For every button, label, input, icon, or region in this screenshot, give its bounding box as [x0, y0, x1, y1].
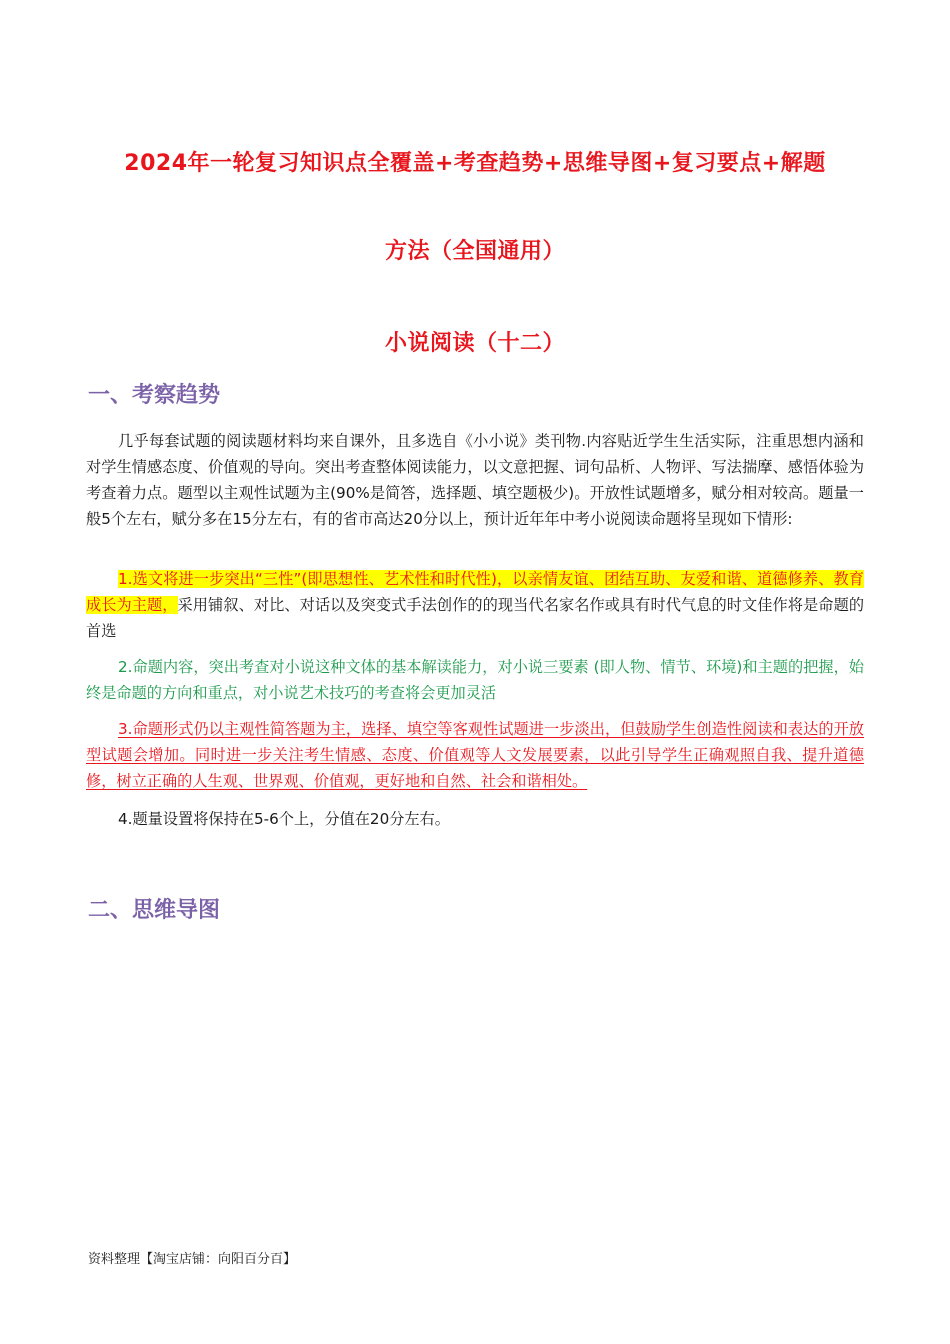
- section-heading-mindmap: 二、思维导图: [88, 898, 221, 923]
- trend-point-4: 4.题量设置将保持在5-6个上，分值在20分左右。: [118, 810, 450, 828]
- section-heading-trends: 一、考察趋势: [88, 383, 221, 408]
- document-subtitle: 小说阅读（十二）: [384, 331, 565, 356]
- trend-point-1-highlight: 1.选文将进一步突出“三性”(即思想性、艺术性和时代性)，以亲情友谊、团结互助、友爱和谐、道德修养、教育成长为主题，: [86, 570, 864, 614]
- trend-point-3-underlined: 3.命题形式仍以主观性简答题为主，选择、填空等客观性试题进一步淡出，但鼓励学生创造性阅读和表达的开放型试题会增加。同时进一步关注考生情感、态度、价值观等人文发展要素，以此引导学生正确观照自我、提升道德修，树立正确的人生观、世界观、价值观，更好地和自然、社会和谐相处。: [86, 720, 864, 790]
- page-footer: 资料整理【淘宝店铺：向阳百分百】: [88, 1252, 297, 1267]
- document-title-line-2: 方法（全国通用）: [384, 239, 565, 264]
- trend-point-3: [86, 716, 864, 794]
- trends-intro-paragraph: 几乎每套试题的阅读题材料均来自课外，且多选自《小小说》类刊物.内容贴近学生生活实际，注重思想内涵和对学生情感态度、价值观的导向。突出考查整体阅读能力，以文意把握、词句品析、人物评、写法揣摩、感悟体验为考查着力点。题型以主观性试题为主(90%是简答，选择题、填空题极少)。开放性试题增多，赋分相对较高。题量一般5个左右，赋分多在15分左右，有的省市高达20分以上，预计近年年中考小说阅读命题将呈现如下情形:: [86, 432, 864, 528]
- document-title-line-1: 2024年一轮复习知识点全覆盖+考查趋势+思维导图+复习要点+解题: [124, 151, 826, 176]
- trend-point-1-rest: 采用铺叙、对比、对话以及突变式手法创作的的现当代名家名作或具有时代气息的时文佳作将是命题的首选: [86, 596, 865, 640]
- trend-point-2: 2.命题内容，突出考查对小说这种文体的基本解读能力，对小说三要素 (即人物、情节、环境)和主题的把握，始终是命题的方向和重点，对小说艺术技巧的考查将会更加灵活: [86, 658, 864, 702]
- trend-point-1: [86, 566, 864, 644]
